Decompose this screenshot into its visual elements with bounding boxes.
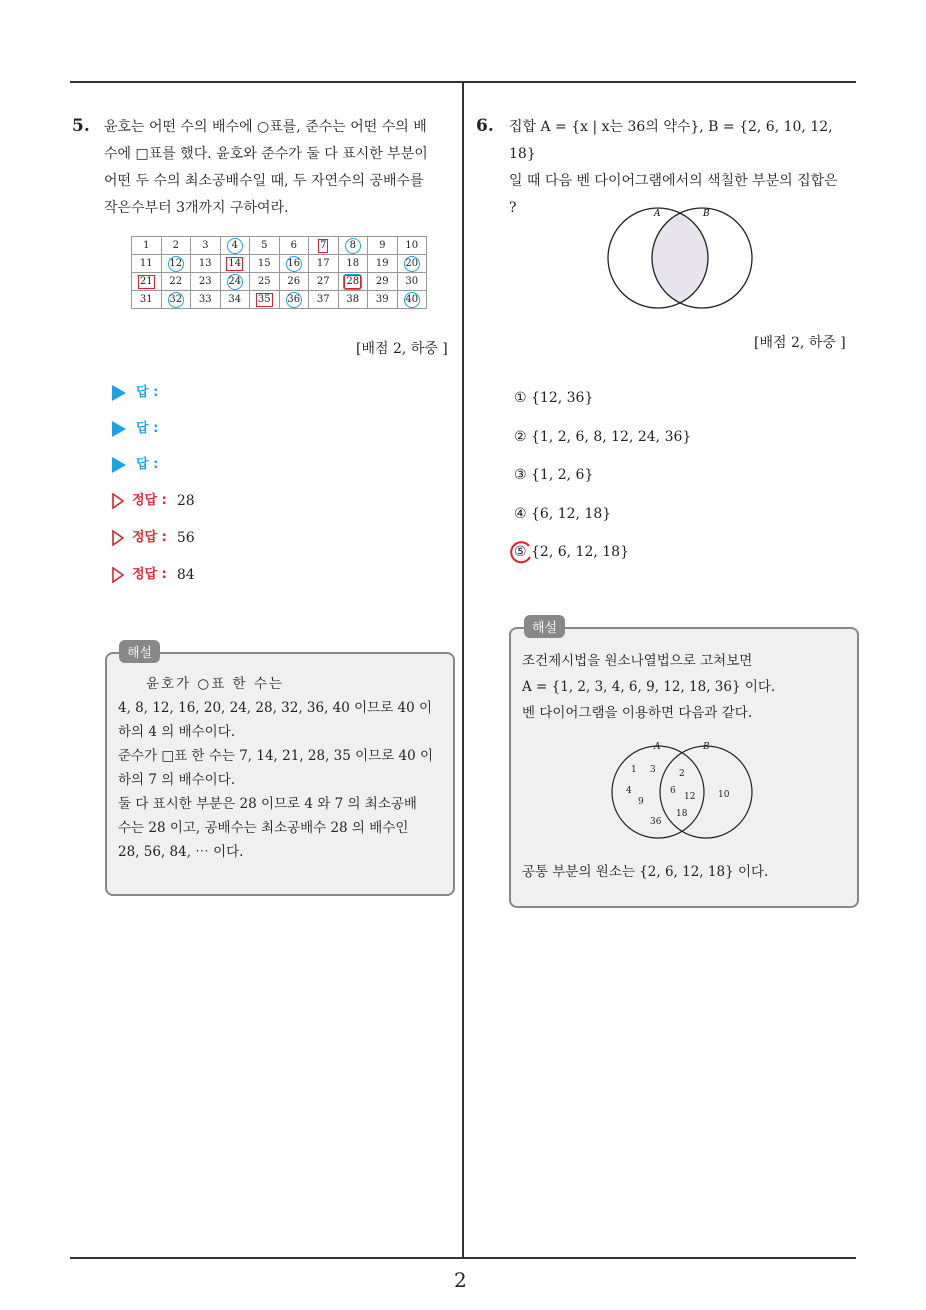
correct-answer-line: [112, 564, 195, 586]
venn2-label-b: B: [703, 742, 710, 752]
grid-number: 1: [143, 240, 150, 251]
grid-number: 14: [228, 257, 242, 269]
grid-number: 33: [198, 294, 212, 305]
correct-choice-circle-icon: [508, 540, 534, 566]
grid-row: [132, 255, 427, 273]
grid-cell: [368, 255, 398, 273]
grid-cell: [338, 291, 368, 309]
grid-row: [132, 291, 427, 309]
grid-number: 19: [375, 258, 389, 269]
grid-number: 23: [198, 276, 212, 287]
grid-row: [132, 273, 427, 291]
grid-cell: [250, 255, 280, 273]
grid-cell: [309, 273, 339, 291]
explain-line: 둘 다 표시한 부분은 28 이므로 4 와 7 의 최소공배: [118, 796, 417, 812]
choice-4[interactable]: ④ {6, 12, 18}: [514, 506, 612, 522]
grid-number: 38: [346, 294, 360, 305]
venn2-element: 12: [684, 792, 696, 802]
play-icon: [112, 421, 126, 437]
grid-number: 22: [169, 276, 183, 287]
grid-row: [132, 237, 427, 255]
grid-cell: [132, 273, 162, 291]
grid-number: 25: [257, 276, 271, 287]
grid-cell: [368, 273, 398, 291]
grid-cell: [368, 237, 398, 255]
grid-cell: [132, 255, 162, 273]
grid-cell: [309, 291, 339, 309]
grid-cell: [191, 291, 221, 309]
venn2-element: 6: [670, 786, 676, 796]
grid-number: 16: [286, 256, 302, 272]
grid-number: 6: [290, 240, 297, 251]
correct-answer-line: [112, 527, 195, 549]
grid-cell: [250, 273, 280, 291]
grid-number: 2: [172, 240, 179, 251]
page-number: 2: [454, 1268, 467, 1292]
outline-play-icon: [112, 493, 124, 509]
correct-answer-value: 84: [176, 567, 195, 583]
grid-number: 24: [227, 274, 243, 290]
grid-number: 34: [228, 294, 242, 305]
grid-cell: [338, 255, 368, 273]
q6-explanation-final: 공통 부분의 원소는 {2, 6, 12, 18} 이다.: [522, 864, 769, 880]
venn2-element: 36: [650, 817, 662, 827]
outline-play-icon: [112, 530, 124, 546]
grid-cell: [220, 255, 250, 273]
grid-number: 20: [404, 256, 420, 272]
grid-number: 21: [139, 275, 153, 287]
grid-number: 4: [227, 238, 243, 254]
choice-3[interactable]: ③ {1, 2, 6}: [514, 467, 594, 483]
grid-number: 18: [346, 258, 360, 269]
q5-number: 5.: [72, 116, 90, 136]
grid-number: 32: [168, 292, 184, 308]
q5-line: 윤호는 어떤 수의 배수에 ○표를, 준수는 어떤 수의 배: [104, 119, 427, 135]
grid-cell: [161, 237, 191, 255]
venn2-element: 1: [631, 765, 637, 775]
venn2-element: 10: [718, 790, 730, 800]
grid-number: 30: [405, 276, 419, 287]
explain-line: 수는 28 이고, 공배수는 최소공배수 28 의 배수인: [118, 820, 409, 836]
explain-line: 윤호가 ○표 한 수는: [146, 676, 284, 692]
grid-number: 27: [316, 276, 330, 287]
play-icon: [112, 457, 126, 473]
venn-label-b: B: [703, 209, 710, 219]
q5-explanation-tag: 해설: [119, 640, 160, 663]
correct-answer-value: 28: [176, 493, 195, 509]
grid-cell: [220, 291, 250, 309]
q5-score: [배점 2, 하중 ]: [356, 341, 448, 357]
grid-cell: [279, 255, 309, 273]
q5-line: 수에 □표를 했다. 윤호와 준수가 둘 다 표시한 부분이: [104, 146, 428, 162]
grid-number: 26: [287, 276, 301, 287]
grid-number: 10: [405, 240, 419, 251]
choice-2[interactable]: ② {1, 2, 6, 8, 12, 24, 36}: [514, 429, 692, 445]
answer-label: 답 :: [136, 457, 159, 472]
explain-line: 벤 다이어그램을 이용하면 다음과 같다.: [522, 705, 753, 721]
venn2-element: 4: [626, 786, 632, 796]
grid-number: 9: [379, 240, 386, 251]
grid-cell: [161, 273, 191, 291]
answer-line: [112, 382, 158, 404]
venn2-element: 18: [676, 809, 688, 819]
grid-cell: [132, 291, 162, 309]
grid-cell: [220, 273, 250, 291]
explain-line: 하의 7 의 배수이다.: [118, 772, 236, 788]
grid-number: 39: [375, 294, 389, 305]
venn-label-a: A: [654, 209, 661, 219]
grid-number: 35: [257, 293, 271, 305]
venn2-element: 2: [679, 769, 685, 779]
grid-cell: [279, 291, 309, 309]
answer-line: [112, 454, 158, 476]
grid-number: 40: [404, 292, 420, 308]
correct-label: 정답 :: [132, 530, 167, 545]
grid-cell: [338, 237, 368, 255]
correct-answer-value: 56: [176, 530, 195, 546]
q6-line: ?: [509, 200, 517, 216]
grid-number: 3: [202, 240, 209, 251]
grid-number: 31: [139, 294, 153, 305]
choice-5[interactable]: ⑤ {2, 6, 12, 18}: [514, 544, 629, 560]
grid-number: 13: [198, 258, 212, 269]
venn2-element: 3: [650, 765, 656, 775]
number-grid: [131, 236, 427, 309]
grid-cell: [191, 237, 221, 255]
grid-number: 28: [346, 275, 360, 287]
grid-cell: [309, 255, 339, 273]
explain-line: 28, 56, 84, ⋯ 이다.: [118, 844, 244, 860]
grid-cell: [191, 273, 221, 291]
q6-line: 집합 A = {x | x는 36의 약수}, B = {2, 6, 10, 12, 18}: [509, 119, 833, 162]
answer-label: 답 :: [136, 421, 159, 436]
venn2-label-a: A: [654, 742, 661, 752]
grid-number: 8: [345, 238, 361, 254]
q6-line: 일 때 다음 벤 다이어그램에서의 색칠한 부분의 집합은: [509, 173, 838, 189]
grid-cell: [250, 237, 280, 255]
correct-answer-line: [112, 490, 195, 512]
q6-number: 6.: [476, 116, 494, 136]
grid-cell: [191, 255, 221, 273]
choice-1[interactable]: ① {12, 36}: [514, 390, 594, 406]
q5-line: 작은수부터 3개까지 구하여라.: [104, 200, 289, 216]
outline-play-icon: [112, 567, 124, 583]
explain-line: 4, 8, 12, 16, 20, 24, 28, 32, 36, 40 이므로 40 이: [118, 700, 433, 716]
grid-number: 15: [257, 258, 271, 269]
explain-line: 준수가 □표 한 수는 7, 14, 21, 28, 35 이므로 40 이: [118, 748, 434, 764]
grid-cell: [368, 291, 398, 309]
grid-number: 5: [261, 240, 268, 251]
grid-cell: [279, 273, 309, 291]
play-icon: [112, 385, 126, 401]
grid-number: 17: [316, 258, 330, 269]
grid-cell: [220, 237, 250, 255]
grid-number: 37: [316, 294, 330, 305]
grid-cell: [279, 237, 309, 255]
grid-number: 11: [139, 258, 153, 269]
q6-score: [배점 2, 하중 ]: [754, 335, 846, 351]
correct-label: 정답 :: [132, 567, 167, 582]
grid-cell: [397, 255, 427, 273]
grid-cell: [397, 237, 427, 255]
grid-cell: [338, 273, 368, 291]
q6-explanation-text: [522, 648, 848, 726]
grid-number: 12: [168, 256, 184, 272]
column-divider: [462, 82, 464, 1258]
grid-cell: [161, 255, 191, 273]
grid-cell: [397, 291, 427, 309]
grid-number: 29: [375, 276, 389, 287]
venn-diagram-explanation: [600, 736, 760, 840]
q5-question: [104, 114, 460, 222]
explain-line: A = {1, 2, 3, 4, 6, 9, 12, 18, 36} 이다.: [522, 679, 776, 695]
explain-line: 조건제시법을 원소나열법으로 고쳐보면: [522, 653, 753, 669]
grid-number: 7: [320, 239, 327, 251]
grid-cell: [397, 273, 427, 291]
venn-diagram-question: [600, 200, 760, 312]
q5-explanation-text: [118, 672, 440, 864]
venn2-element: 9: [638, 797, 644, 807]
grid-cell: [132, 237, 162, 255]
q6-explanation-tag: 해설: [524, 615, 565, 638]
correct-label: 정답 :: [132, 493, 167, 508]
grid-number: 36: [286, 292, 302, 308]
grid-cell: [161, 291, 191, 309]
answer-line: [112, 418, 158, 440]
grid-cell: [309, 237, 339, 255]
q5-line: 어떤 두 수의 최소공배수일 때, 두 자연수의 공배수를: [104, 173, 424, 189]
explain-line: 하의 4 의 배수이다.: [118, 724, 236, 740]
answer-label: 답 :: [136, 385, 159, 400]
grid-cell: [250, 291, 280, 309]
